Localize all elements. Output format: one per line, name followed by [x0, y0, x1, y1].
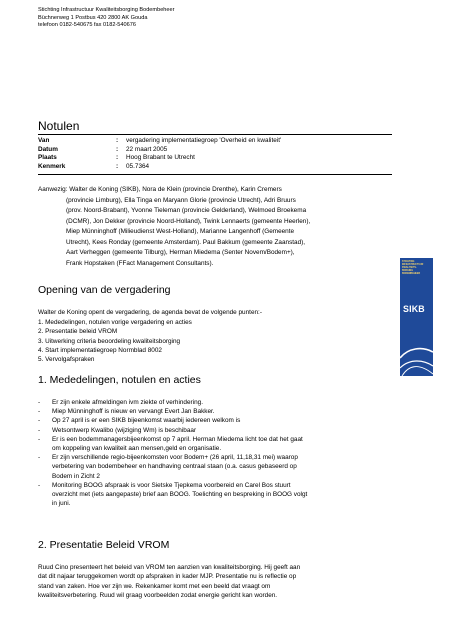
list-item: [38, 453, 368, 481]
logo-tagline-line: BODEMBEHEER: [402, 273, 421, 275]
meta-row-van: [38, 137, 281, 146]
meta-row-plaats: [38, 154, 281, 163]
bullet-line: om koppeling van kwaliteit aan mensen,geld en organisatie.: [52, 445, 222, 453]
bullet-dash: -: [38, 454, 41, 462]
letterhead: [38, 7, 175, 30]
meta-colon: :: [116, 137, 119, 144]
sikb-logo: [400, 258, 433, 376]
agenda-item: 5. Vervolgafspraken: [38, 356, 95, 364]
attendees-line: Frank Hopstaken (FFact Management Consultants).: [66, 259, 214, 267]
bullet-line: Er zijn verschillende regio-bijeenkomsten voor Bodem+ (26 april, 11,18,31 mei) waarop: [52, 454, 298, 462]
heading-opening: Opening van de vergadering: [38, 284, 171, 296]
logo-swirl-icon: [400, 318, 433, 376]
body-line: kwaliteitsverbetering. Ruud wil graag voorbeelden zodat energie gericht kan worden.: [38, 592, 278, 600]
heading-section-1: 1. Mededelingen, notulen en acties: [38, 374, 201, 386]
attendees-line: (prov. Noord-Brabant), Yvonne Tieleman (provincie Gelderland), Welmoed Broekema: [66, 207, 307, 214]
meta-key: Plaats: [38, 154, 57, 162]
logo-tagline-line: BORGING: [402, 270, 413, 272]
bullet-dash: -: [38, 417, 41, 425]
bullet-dash: -: [38, 426, 41, 434]
meta-table: [38, 137, 281, 171]
meta-colon: :: [116, 145, 119, 153]
meta-rule-bottom: [38, 174, 392, 175]
bullet-line: Wetsontwerp Kwalibo (wijziging Wm) is beschibaar: [52, 426, 197, 434]
agenda-item: 2. Presentatie beleid VROM: [38, 328, 118, 336]
body-line: Ruud Cino presenteert het beleid van VROM ten aanzien van kwaliteitsborging. Hij geeft aan: [38, 564, 301, 571]
list-item: [38, 416, 368, 425]
letterhead-phone: telefoon 0182-540675 fax 0182-540676: [38, 22, 136, 29]
attendees-line: Utrecht), Kees Ronday (gemeente Amsterdam). Paul Bakkum (gemeente Zaanstad),: [66, 238, 306, 246]
section-2-body: [38, 563, 368, 601]
meta-row-datum: [38, 146, 281, 155]
attendees-line: Aanwezig: Walter de Koning (SIKB), Nora de Klein (provincie Drenthe), Karin Cremers: [38, 186, 282, 193]
bullet-line: Monitoring BOOG afspraak is voor Sietske Tjepkema voorbereid en Carel Bos stuurt: [52, 481, 291, 489]
section-1-bullets: [38, 398, 368, 508]
logo-tagline: [402, 261, 432, 276]
opening-intro: Walter de Koning opent de vergadering, de agenda bevat de volgende punten:-: [38, 309, 262, 316]
bullet-dash: -: [38, 435, 41, 443]
title-rule-top: [38, 134, 392, 135]
attendees-block: [38, 185, 360, 269]
bullet-line: verbetering van bodembeheer en handhaving centraal staan (o.a. casus gebaseerd op: [52, 463, 297, 471]
heading-section-2: 2. Presentatie Beleid VROM: [38, 539, 170, 551]
meta-value: vergadering implementatiegroep 'Overheid en kwaliteit': [126, 137, 282, 144]
meta-key: Datum: [38, 145, 58, 153]
page-title: Notulen: [38, 119, 80, 133]
meta-value: 22 maart 2005: [126, 145, 168, 153]
logo-wordmark: SIKB: [403, 304, 425, 314]
meta-row-kenmerk: [38, 163, 281, 172]
letterhead-address: Büchnerweg 1 Postbus 420 2800 AK Gouda: [38, 14, 148, 21]
logo-tagline-line: KWALITEITS-: [402, 267, 417, 269]
list-item: [38, 435, 368, 453]
meta-value: 05.7364: [126, 162, 150, 170]
logo-tagline-line: STICHTING: [402, 261, 415, 263]
attendees-line: (DCMR), Jon Dekker (provincie Noord-Holland), Twink Lennaerts (gemeente Heerlen),: [66, 217, 311, 225]
logo-tagline-line: INFRASTRUCTUUR: [402, 264, 424, 266]
list-item: [38, 426, 368, 435]
list-item: [38, 407, 368, 416]
bullet-line: Er is een bodemmanagersbijeenkomst op 7 april. Herman Miedema licht toe dat het gaat: [52, 435, 303, 443]
letterhead-organisation: Stichting Infrastructuur Kwaliteitsborging Bodembeheer: [38, 7, 175, 13]
bullet-line: overzicht met (iets aangepaste) brief aan BOOG. Toelichting en bespreking in BOOG volgt: [52, 491, 308, 499]
meta-key: Van: [38, 137, 50, 144]
bullet-dash: -: [38, 408, 41, 416]
bullet-line: in juni.: [52, 500, 71, 508]
attendees-line: (provincie Limburg), Ella Tinga en Maryann Glorie (provincie Utrecht), Adri Bruurs: [66, 196, 296, 204]
list-item: [38, 398, 368, 407]
meta-colon: :: [116, 154, 119, 162]
meta-colon: :: [116, 162, 119, 170]
attendees-line: Aart Verheggen (gemeente Tilburg), Herman Miedema (Senter Novem/Bodem+),: [66, 249, 295, 256]
bullet-line: Bodem in Zicht 2: [52, 472, 100, 480]
agenda-list: [38, 318, 368, 364]
body-line: stand van zaken. Hoe ver zijn we. Rekenkamer komt met een beeld dat vraagt om: [38, 582, 271, 590]
bullet-dash: -: [38, 399, 41, 406]
list-item: [38, 481, 368, 509]
agenda-item: 4. Start implementatiegroep Normblad 8002: [38, 346, 162, 354]
body-line: dat dit najaar teruggekomen wordt op afspraken in kader MJP. Presentatie nu is reflectie op: [38, 573, 297, 581]
attendees-line: Miep Münninghoff (Milieudienst West-Holland), Marianne Langenhoff (Gemeente: [66, 228, 295, 235]
meta-value: Hoog Brabant te Utrecht: [126, 154, 195, 162]
bullet-line: Miep Münninghoff is nieuw en vervangt Evert Jan Bakker.: [52, 408, 215, 416]
meta-key: Kenmerk: [38, 162, 66, 170]
bullet-line: Op 27 april is er een SIKB bijeenkomst waarbij iedereen welkom is: [52, 417, 241, 425]
agenda-item: 3. Uitwerking criteria beoordeling kwaliteitsborging: [38, 337, 181, 345]
bullet-line: Er zijn enkele afmeldingen ivm ziekte of verhindering.: [52, 399, 203, 406]
bullet-dash: -: [38, 481, 41, 489]
agenda-item: 1. Mededelingen, notulen vorige vergadering en acties: [38, 319, 192, 326]
